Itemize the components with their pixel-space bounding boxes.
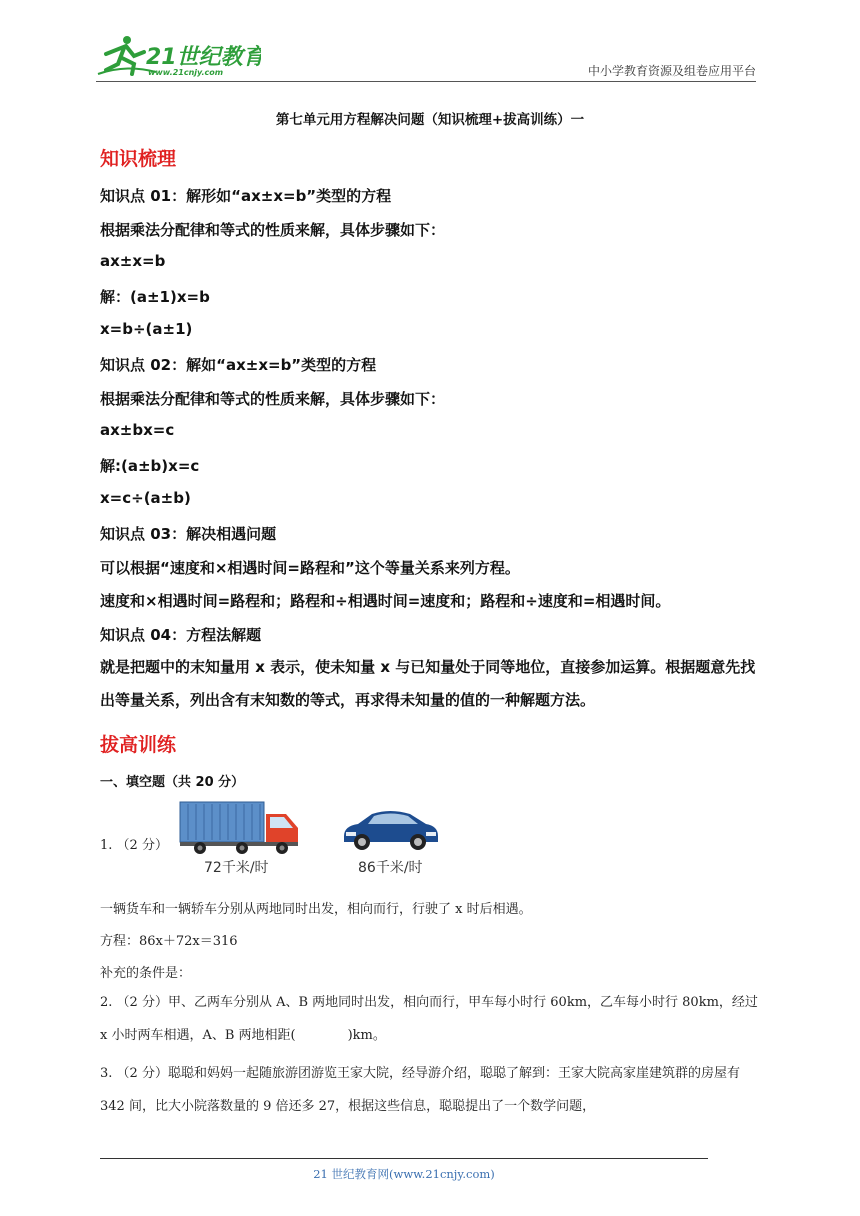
car-icon [338,800,443,855]
question-1-text: 一辆货车和一辆轿车分别从两地同时出发，相向而行，行驶了 x 时后相遇。 [100,902,532,917]
car-speed-label: 86千米/时 [358,860,423,876]
footer-divider [100,1158,708,1159]
knowledge-line: 根据乘法分配律和等式的性质来解，具体步骤如下： [100,390,446,408]
header-platform-text: 中小学教育资源及组卷应用平台 [587,64,756,78]
knowledge-line: 知识点 01：解形如“ax±x=b”类型的方程 [100,187,392,205]
knowledge-heading: 知识梳理 [100,148,177,170]
knowledge-line: 可以根据“速度和×相遇时间=路程和”这个等量关系来列方程。 [100,559,520,577]
site-logo [96,34,261,78]
question-1-number: 1. （2 分） [100,838,168,853]
question-1-prompt: 补充的条件是： [100,966,192,981]
knowledge-line: 速度和×相遇时间=路程和；路程和÷相遇时间=速度和；路程和÷速度和=相遇时间。 [100,592,671,610]
header-divider [96,81,756,82]
knowledge-line: x=b÷(a±1) [100,320,193,338]
question-1-equation: 方程：86x＋72x＝316 [100,934,238,949]
knowledge-line: 解:(a±b)x=c [100,457,200,475]
knowledge-line: 解：(a±1)x=b [100,288,210,306]
runner-logo-icon [96,34,261,78]
knowledge-line: ax±bx=c [100,421,175,439]
truck-icon [178,800,303,855]
document-title: 第七单元用方程解决问题（知识梳理+拔高训练）一 [275,112,585,128]
knowledge-paragraph: 就是把题中的末知量用 x 表示，使未知量 x 与已知量处于同等地位，直接参加运算。根据题意先找出等量关系，列出含有末知数的等式，再求得未知量的值的一种解题方法。 [100,658,756,709]
question-3: 3. （2 分）聪聪和妈妈一起随旅游团游览王家大院，经导游介绍，聪聪了解到：王家大院高家崖建筑群的房屋有 342 间，比大小院落数量的 9 倍还多 27，根据这些信息，聪聪提出了一个数学问题， [100,1066,740,1114]
knowledge-line: 知识点 04：方程法解题 [100,626,262,644]
footer-text: 21 世纪教育网(www.21cnjy.com) [313,1167,495,1181]
knowledge-line: 知识点 02：解如“ax±x=b”类型的方程 [100,356,377,374]
knowledge-line: 根据乘法分配律和等式的性质来解，具体步骤如下： [100,221,446,239]
car-illustration [338,800,443,875]
training-heading: 拔高训练 [100,734,177,756]
knowledge-line: x=c÷(a±b) [100,489,191,507]
section-label: 一、填空题（共 20 分） [100,775,245,790]
question-2: 2. （2 分）甲、乙两车分别从 A、B 两地同时出发，相向而行，甲车每小时行 60km，乙车每小时行 80km，经过 x 小时两车相遇，A、B 两地相距( )km。 [100,995,758,1043]
svg-text:21世纪教育: 21世纪教育 [146,45,261,70]
knowledge-line: 知识点 03：解决相遇问题 [100,525,277,543]
knowledge-line: ax±x=b [100,252,166,270]
truck-speed-label: 72千米/时 [204,860,269,876]
svg-text:www.21cnjy.com: www.21cnjy.com [148,68,224,77]
truck-illustration [178,800,303,875]
